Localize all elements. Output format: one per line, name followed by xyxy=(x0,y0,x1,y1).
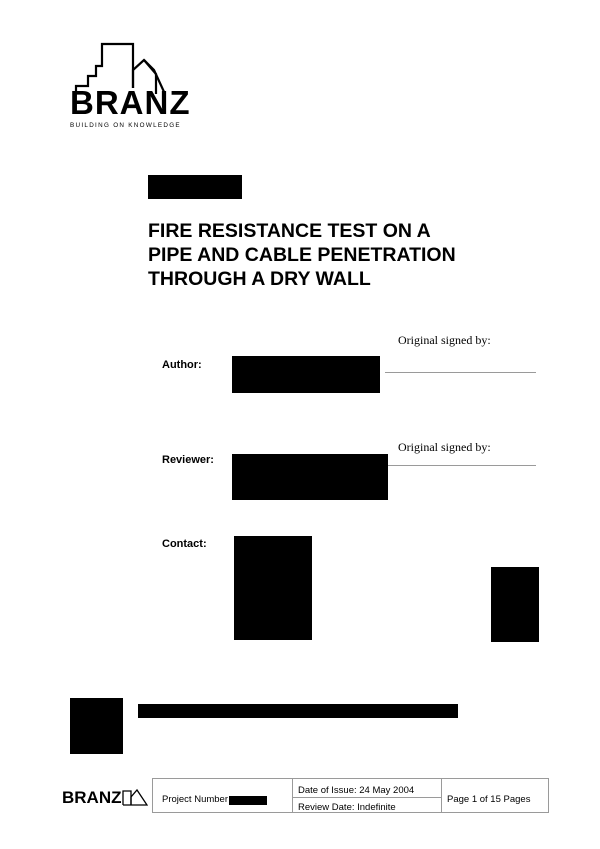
author-label: Author: xyxy=(162,359,202,371)
footer-building-icon xyxy=(122,787,148,807)
author-signature-line xyxy=(385,372,536,373)
redacted-contact-logo xyxy=(491,567,539,642)
branz-logo xyxy=(70,42,195,132)
footer-info-table xyxy=(152,778,549,813)
redacted-project-number xyxy=(229,796,267,805)
redacted-emblem xyxy=(70,698,123,754)
report-title: FIRE RESISTANCE TEST ON A PIPE AND CABLE PENETRATION THROUGH A DRY WALL xyxy=(148,220,456,290)
footer-branz-logo xyxy=(62,787,152,809)
logo-wordmark: BRANZ xyxy=(70,84,191,121)
footer-divider xyxy=(292,779,293,812)
page-count: Page 1 of 15 Pages xyxy=(447,794,531,805)
redacted-report-number xyxy=(148,175,242,199)
logo-tagline: BUILDING ON KNOWLEDGE xyxy=(70,122,181,129)
reviewer-signature-caption: Original signed by: xyxy=(398,440,491,454)
reviewer-signature-line xyxy=(388,465,536,466)
contact-label: Contact: xyxy=(162,538,207,550)
review-date: Review Date: Indefinite xyxy=(298,802,396,813)
footer-divider xyxy=(441,779,442,812)
redacted-address-line xyxy=(138,704,458,718)
reviewer-label: Reviewer: xyxy=(162,454,214,466)
footer-logo-wordmark: BRANZ xyxy=(62,788,122,807)
project-number-label: Project Number xyxy=(162,794,228,805)
author-signature-caption: Original signed by: xyxy=(398,333,491,347)
footer-row-divider xyxy=(292,797,441,798)
redacted-contact-details xyxy=(234,536,312,640)
date-of-issue: Date of Issue: 24 May 2004 xyxy=(298,785,415,796)
redacted-reviewer-name xyxy=(232,454,388,500)
redacted-author-name xyxy=(232,356,380,393)
